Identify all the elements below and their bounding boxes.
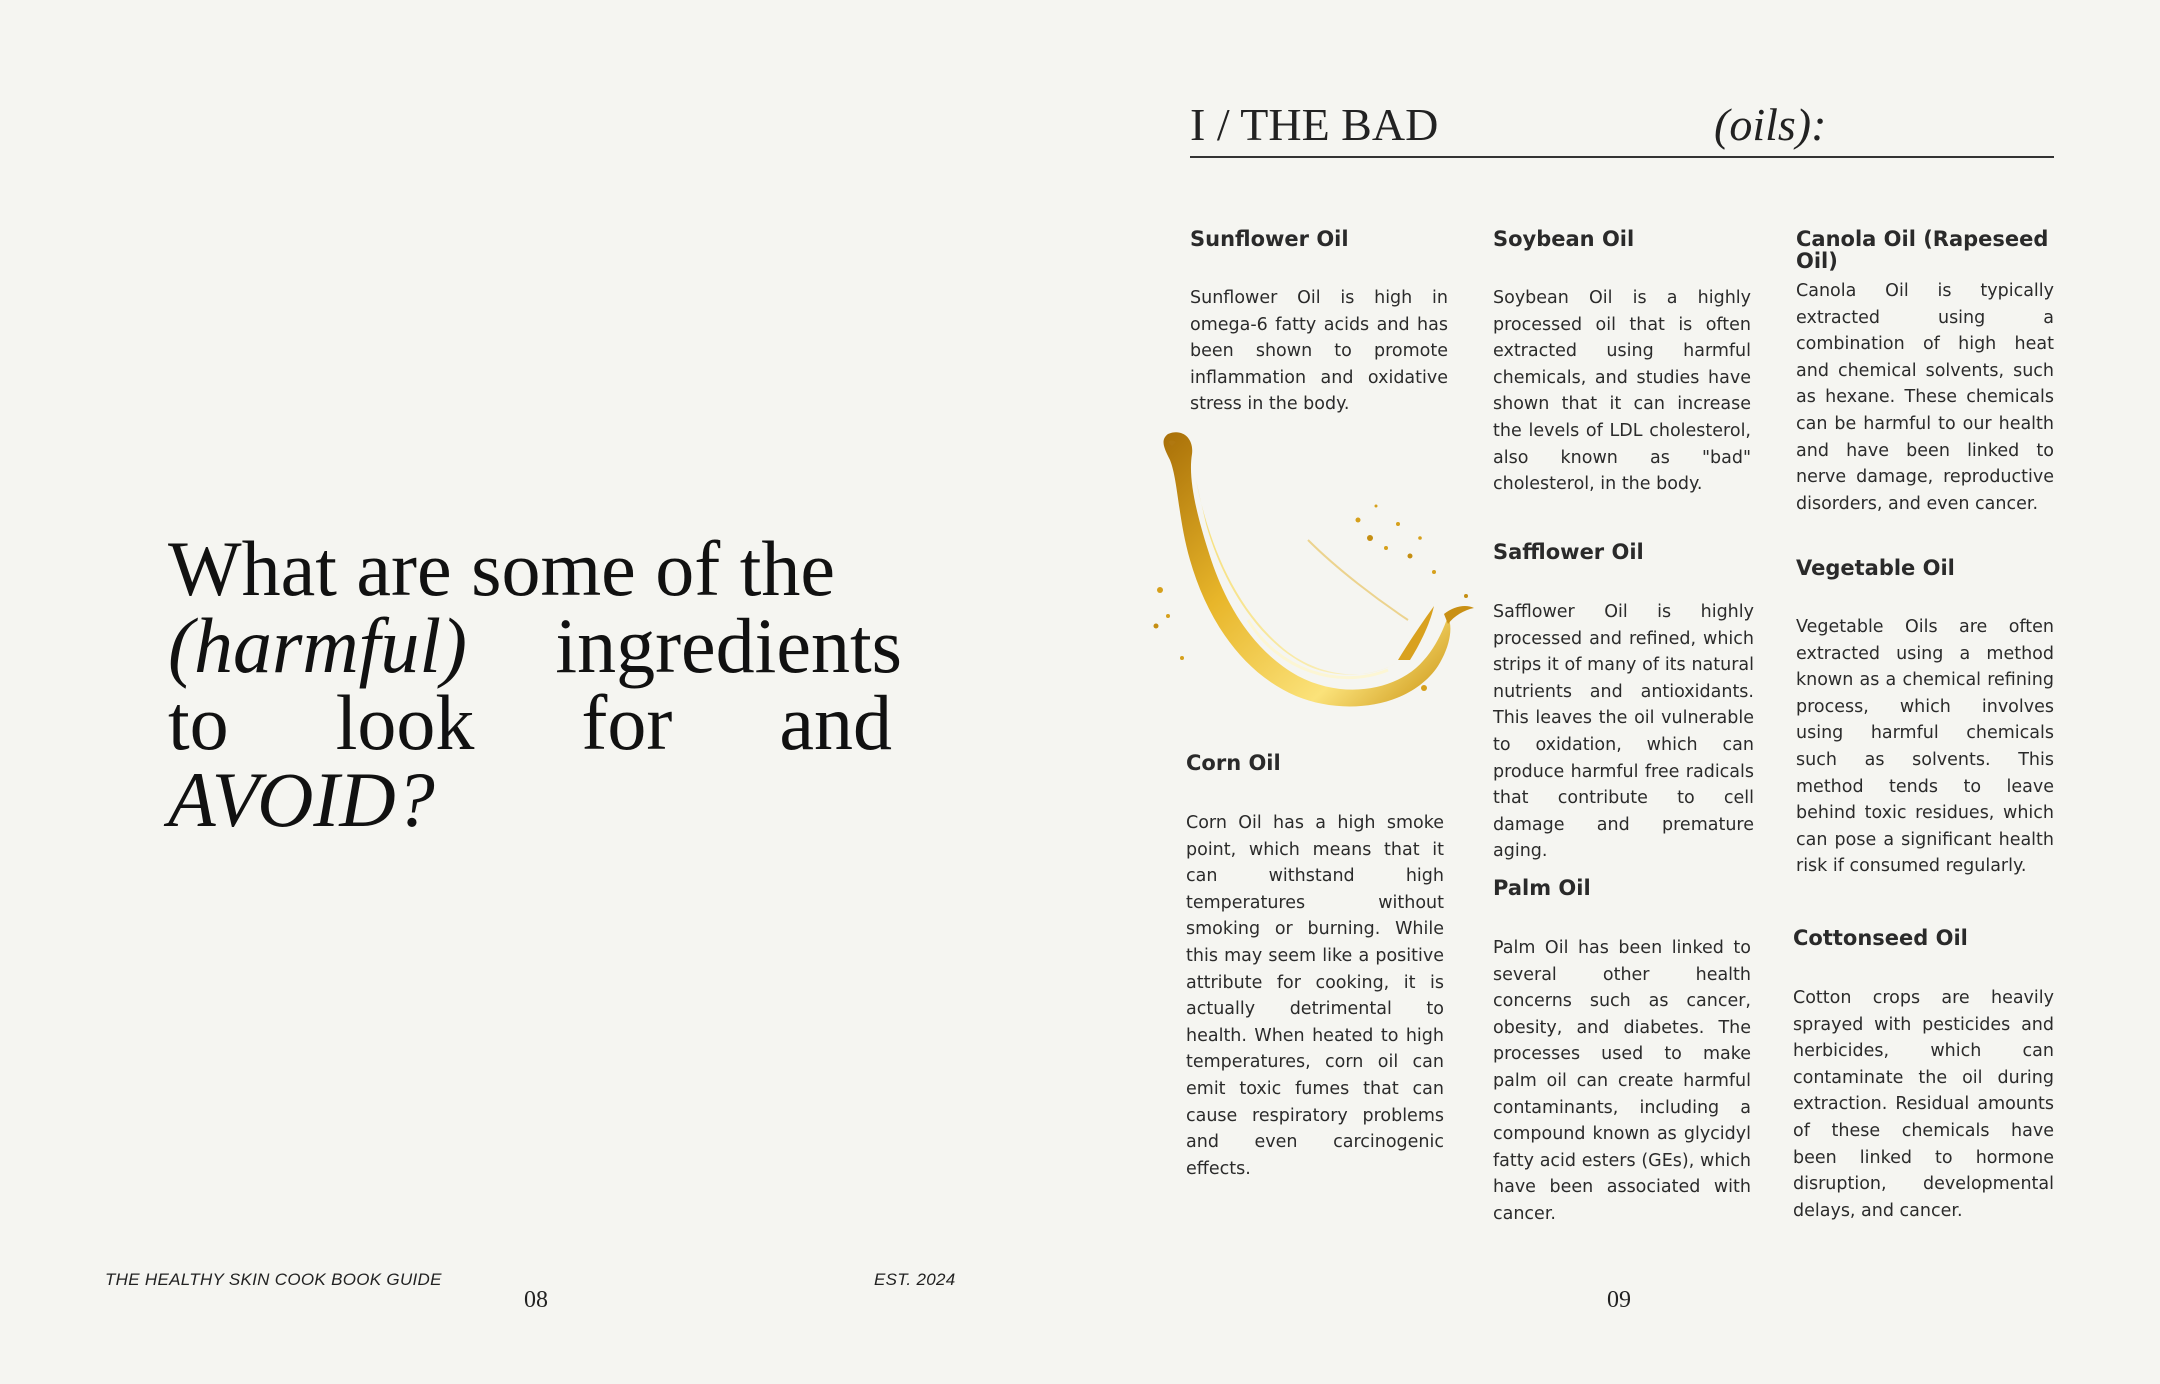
oil-card-cottonseed (1793, 927, 2054, 1224)
question-line-2 (168, 602, 902, 689)
oil-title: Soybean Oil (1493, 227, 1635, 251)
oil-description: Safflower Oil is highly processed and refined, which strips it of many of its natural nutrients and antioxidants. This leaves the oil vulnerable to oxidation, which can produce harmful free radicals that contribute to cell damage and premature aging. (1493, 602, 1754, 862)
oil-splash-image (1148, 420, 1488, 720)
oil-card-canola (1796, 228, 2054, 517)
oil-description: Canola Oil is typically extracted using a combination of high heat and chemical solvents, such as hexane. These chemicals can be harmful to our health and have been linked to nerve damage, reproductive disorders, and even cancer. (1796, 281, 2054, 514)
ingredients-word: ingredients (555, 602, 902, 689)
avoid-word: AVOID? (168, 756, 435, 843)
oil-description: Vegetable Oils are often extracted using a method known as a chemical refining process, which involves using harmful chemicals such as solvents. This method tends to leave behind toxic residues, which can pose a significant health risk if consumed regularly. (1796, 617, 2054, 877)
page-number-right: 09 (1607, 1287, 1631, 1313)
oil-description: Palm Oil has been linked to several other health concerns such as cancer, obesity, and diabetes. The processes used to make palm oil can create harmful contaminants, including a compound known as glycidyl fatty acid esters (GEs), which have been associated with cancer. (1493, 938, 1751, 1224)
oil-title: Corn Oil (1186, 751, 1281, 775)
oil-card-soybean (1493, 228, 1751, 498)
oil-title: Cottonseed Oil (1793, 926, 1968, 950)
oil-description: Corn Oil has a high smoke point, which means that it can withstand high temperatures without smoking or burning. While this may seem like a positive attribute for cooking, it is actually detrimental to health. When heated to high temperatures, corn oil can emit toxic fumes that can cause respiratory problems and even carcinogenic effects. (1186, 813, 1444, 1179)
oil-description: Soybean Oil is a highly processed oil that is often extracted using harmful chemicals, and studies have shown that it can increase the levels of LDL cholesterol, also known as "bad" cholesterol, in the body. (1493, 288, 1751, 495)
question-line-3 (168, 679, 892, 766)
oil-card-vegetable (1796, 557, 2054, 880)
page-number-left: 08 (524, 1287, 548, 1313)
question-word: look (335, 679, 475, 766)
oil-title: Sunflower Oil (1190, 227, 1349, 251)
oil-card-palm (1493, 877, 1751, 1228)
question-line-1: What are some of the (168, 525, 836, 612)
footer-book-title: THE HEALTHY SKIN COOK BOOK GUIDE (105, 1270, 442, 1289)
oil-description: Sunflower Oil is high in omega-6 fatty acids and has been shown to promote inflammation and oxidative stress in the body. (1190, 288, 1448, 415)
section-title-italic: (oils): (1714, 99, 1827, 150)
question-word: to (168, 679, 229, 766)
section-title-main: I / THE BAD (1190, 99, 1439, 150)
section-title (1190, 98, 2054, 158)
oil-description: Cotton crops are heavily sprayed with pesticides and herbicides, which can contaminate the oil during extraction. Residual amounts of these chemicals have been linked to hormone disruption, developmental delays, and cancer. (1793, 988, 2054, 1221)
oil-title: Safflower Oil (1493, 540, 1644, 564)
oil-card-safflower (1493, 541, 1754, 865)
oil-title: Palm Oil (1493, 876, 1591, 900)
oil-title: Canola Oil (Rapeseed Oil) (1796, 227, 2049, 273)
oil-card-sunflower (1190, 228, 1448, 418)
oil-title: Vegetable Oil (1796, 556, 1955, 580)
question-heading (168, 525, 904, 843)
question-word: for (581, 679, 673, 766)
footer-established: EST. 2024 (874, 1270, 956, 1289)
oil-card-corn (1186, 752, 1444, 1182)
harmful-word: (harmful) (168, 602, 467, 689)
question-word: and (779, 679, 892, 766)
